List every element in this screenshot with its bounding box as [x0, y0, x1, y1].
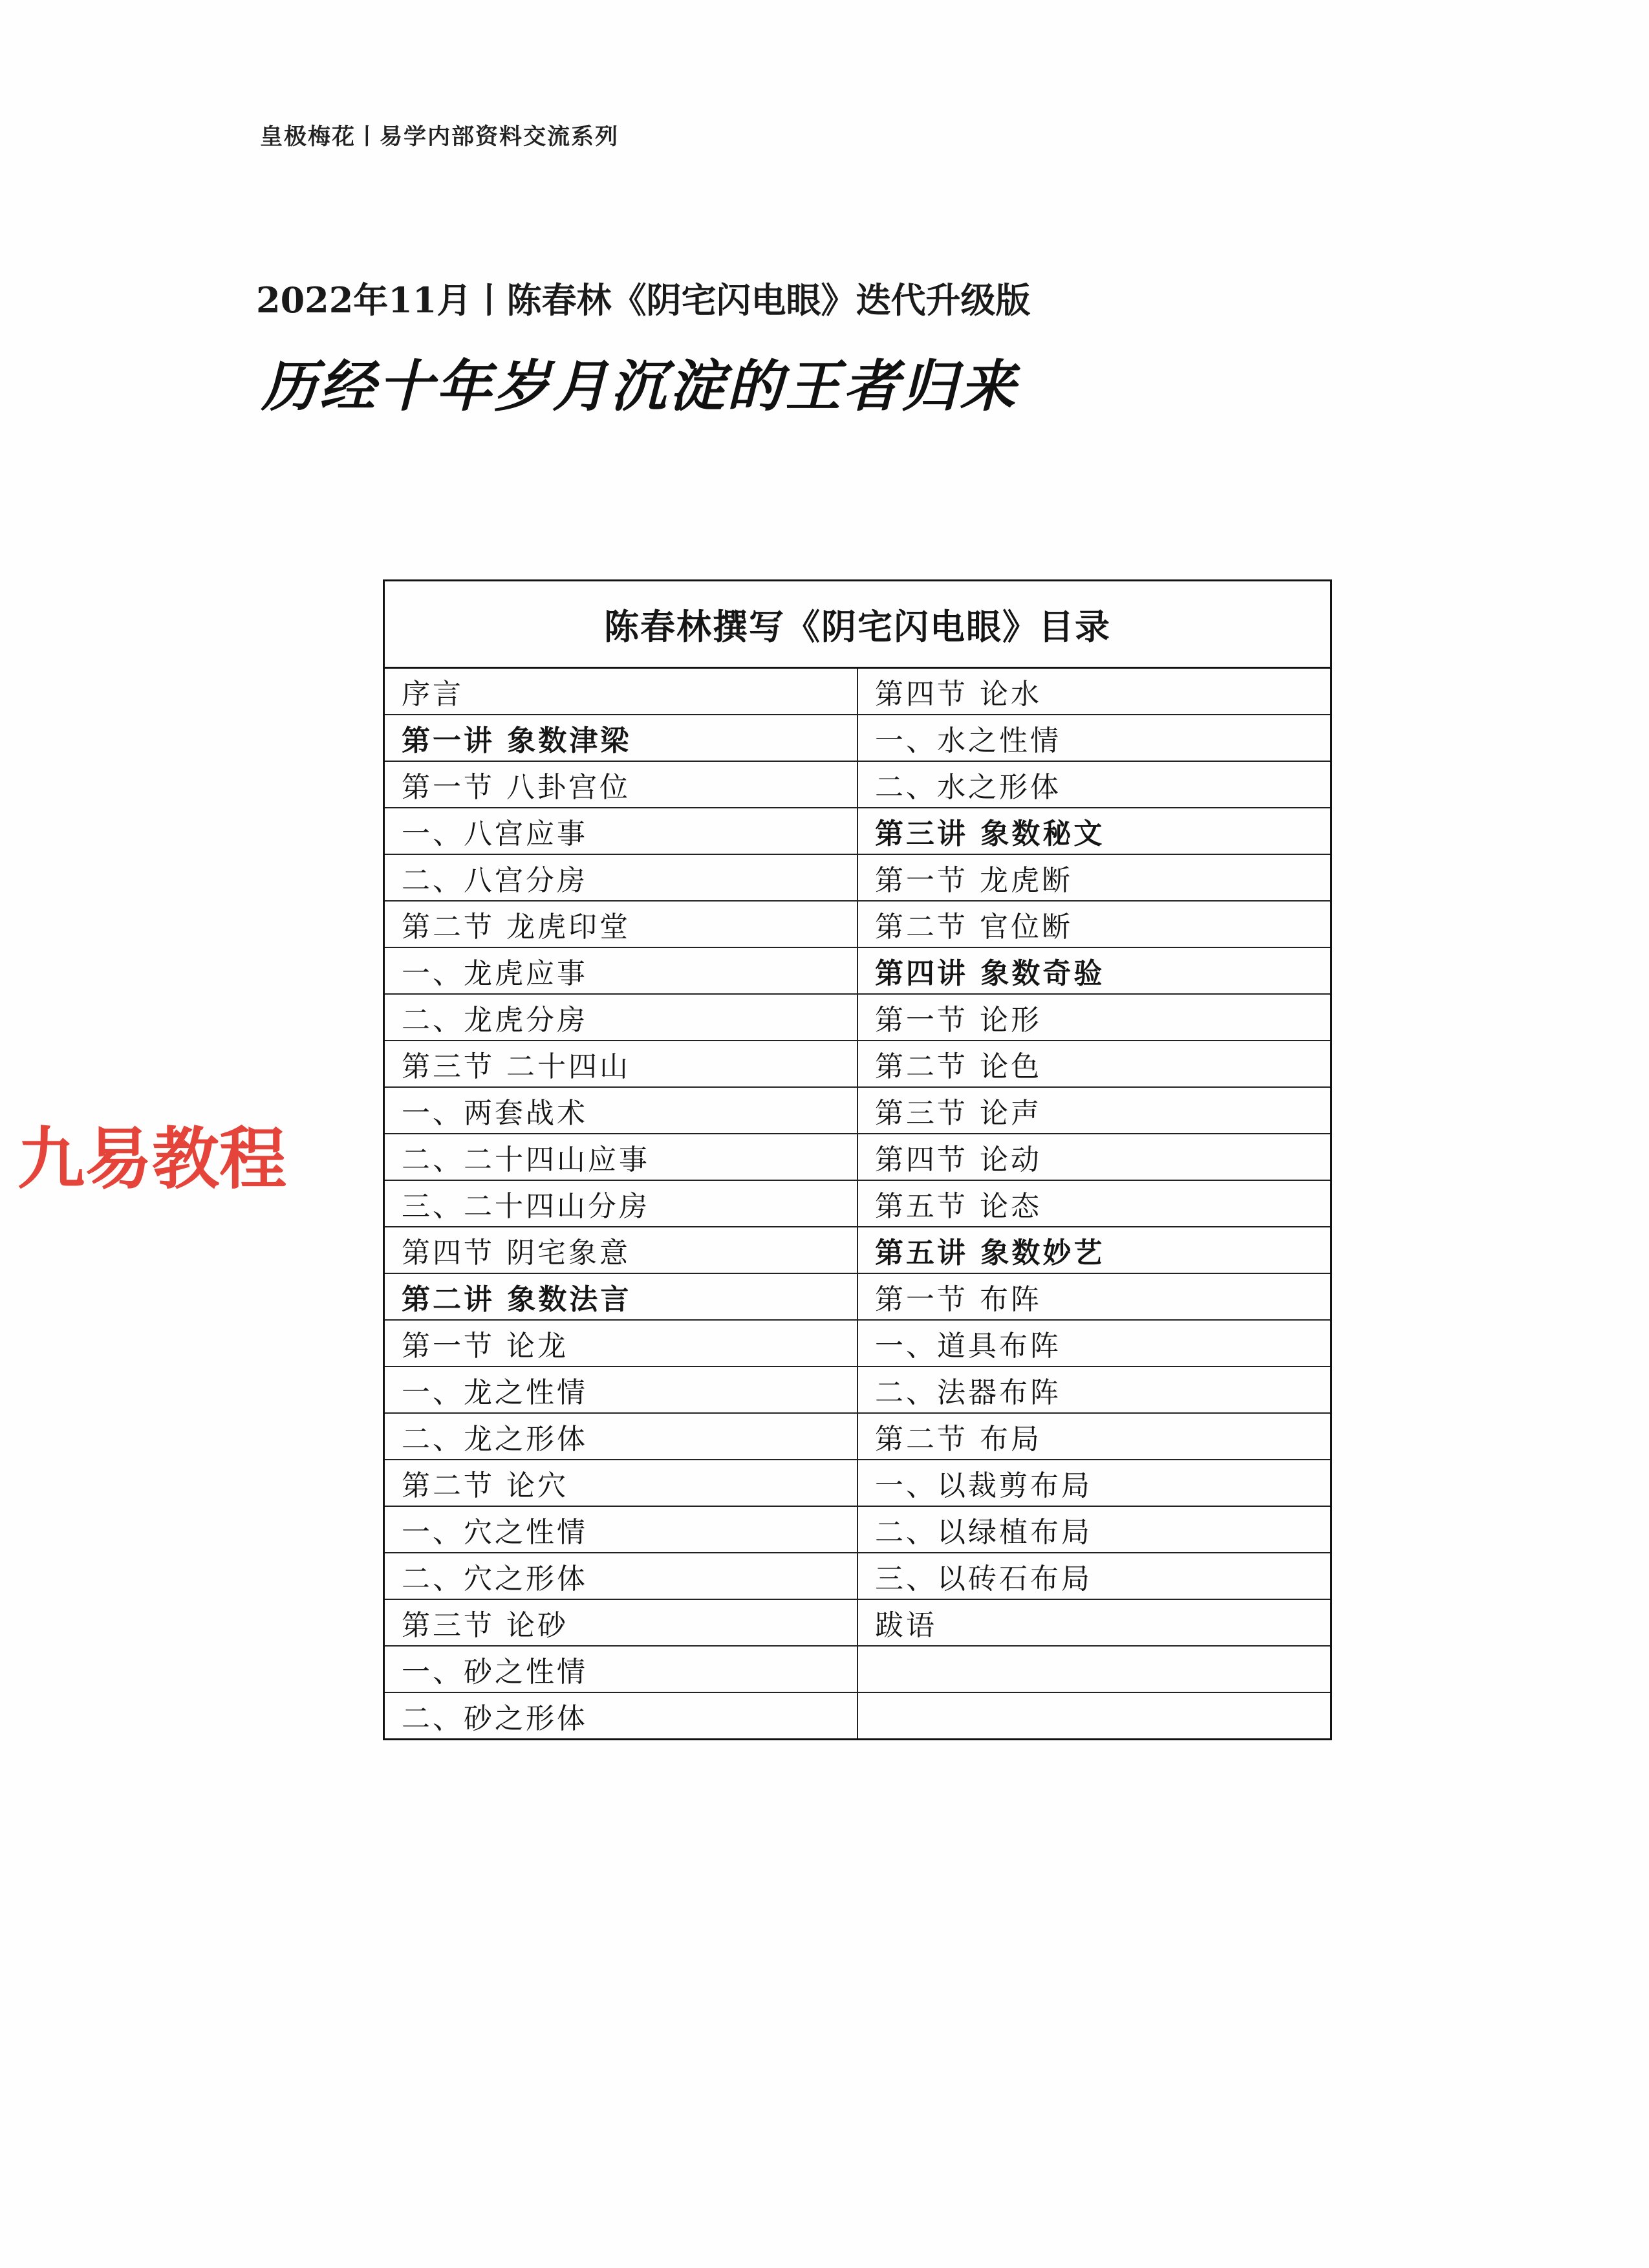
toc-entry-left: 第三节 论砂: [384, 1599, 858, 1646]
toc-entry-right: [857, 1646, 1331, 1692]
toc-entry-left: 三、二十四山分房: [384, 1180, 858, 1227]
toc-entry-right: 二、以绿植布局: [857, 1506, 1331, 1553]
toc-entry-left: 一、砂之性情: [384, 1646, 858, 1692]
toc-entry-left: 第二节 龙虎印堂: [384, 901, 858, 947]
toc-entry-right: 跋语: [857, 1599, 1331, 1646]
toc-row: [384, 1599, 1331, 1646]
toc-entry-left: 一、龙之性情: [384, 1366, 858, 1413]
toc-row: [384, 1134, 1331, 1180]
toc-entry-right: 二、法器布阵: [857, 1366, 1331, 1413]
slogan: 历经十年岁月沉淀的王者归来: [261, 354, 1018, 419]
toc-row: [384, 1553, 1331, 1599]
toc-row: [384, 1041, 1331, 1087]
toc-entry-left: 一、龙虎应事: [384, 947, 858, 994]
toc-entry-left: 一、八宫应事: [384, 808, 858, 854]
toc-entry-left: 一、两套战术: [384, 1087, 858, 1134]
toc-entry-left: 第二讲 象数法言: [384, 1273, 858, 1320]
toc-row: [384, 1087, 1331, 1134]
toc-row: [384, 901, 1331, 947]
toc-entry-left: 二、八宫分房: [384, 854, 858, 901]
toc-row: [384, 1413, 1331, 1460]
toc-row: [384, 1366, 1331, 1413]
toc-entry-right: 第一节 龙虎断: [857, 854, 1331, 901]
toc-entry-right: 第二节 布局: [857, 1413, 1331, 1460]
toc-entry-right: 第四讲 象数奇验: [857, 947, 1331, 994]
toc-row: [384, 1273, 1331, 1320]
toc-row: [384, 1506, 1331, 1553]
toc-entry-left: 二、砂之形体: [384, 1692, 858, 1740]
toc-row: [384, 1227, 1331, 1273]
table-of-contents: [383, 579, 1332, 1740]
toc-entry-right: 第五节 论态: [857, 1180, 1331, 1227]
toc-entry-right: 一、道具布阵: [857, 1320, 1331, 1366]
toc-entry-right: 第一节 布阵: [857, 1273, 1331, 1320]
toc-entry-left: 第一节 论龙: [384, 1320, 858, 1366]
toc-entry-right: 第四节 论水: [857, 668, 1331, 715]
toc-entry-right: 第三节 论声: [857, 1087, 1331, 1134]
toc-row: [384, 761, 1331, 808]
toc-entry-left: 第四节 阴宅象意: [384, 1227, 858, 1273]
series-header: 皇极梅花丨易学内部资料交流系列: [260, 124, 620, 150]
toc-entry-right: 第二节 官位断: [857, 901, 1331, 947]
toc-row: [384, 1180, 1331, 1227]
toc-entry-left: 二、穴之形体: [384, 1553, 858, 1599]
toc-entry-right: 第二节 论色: [857, 1041, 1331, 1087]
toc-entry-right: 一、水之性情: [857, 715, 1331, 761]
toc-title-row: [384, 581, 1331, 668]
toc-entry-right: 第一节 论形: [857, 994, 1331, 1041]
toc-entry-right: 一、以裁剪布局: [857, 1460, 1331, 1506]
toc-entry-left: 二、龙之形体: [384, 1413, 858, 1460]
toc-entry-right: 第三讲 象数秘文: [857, 808, 1331, 854]
toc-entry-right: 第四节 论动: [857, 1134, 1331, 1180]
toc-row: [384, 947, 1331, 994]
watermark: 九易教程: [17, 1119, 287, 1198]
toc-row: [384, 668, 1331, 715]
toc-row: [384, 1460, 1331, 1506]
toc-row: [384, 1320, 1331, 1366]
toc-entry-left: 一、穴之性情: [384, 1506, 858, 1553]
toc-entry-right: [857, 1692, 1331, 1740]
toc-entry-right: 三、以砖石布局: [857, 1553, 1331, 1599]
toc-row: [384, 994, 1331, 1041]
toc-entry-right: 二、水之形体: [857, 761, 1331, 808]
toc-entry-left: 第一讲 象数津梁: [384, 715, 858, 761]
toc-entry-left: 序言: [384, 668, 858, 715]
toc-entry-left: 第二节 论穴: [384, 1460, 858, 1506]
toc-row: [384, 854, 1331, 901]
toc-body: [384, 668, 1331, 1740]
toc-entry-left: 第三节 二十四山: [384, 1041, 858, 1087]
toc-row: [384, 1646, 1331, 1692]
toc-entry-left: 二、龙虎分房: [384, 994, 858, 1041]
headline: 2022年11月丨陈春林《阴宅闪电眼》迭代升级版: [256, 279, 1031, 321]
toc-entry-left: 第一节 八卦宫位: [384, 761, 858, 808]
toc-row: [384, 1692, 1331, 1740]
toc-row: [384, 808, 1331, 854]
toc-entry-right: 第五讲 象数妙艺: [857, 1227, 1331, 1273]
toc-row: [384, 715, 1331, 761]
toc-entry-left: 二、二十四山应事: [384, 1134, 858, 1180]
toc-title: 陈春林撰写《阴宅闪电眼》目录: [384, 581, 1331, 668]
